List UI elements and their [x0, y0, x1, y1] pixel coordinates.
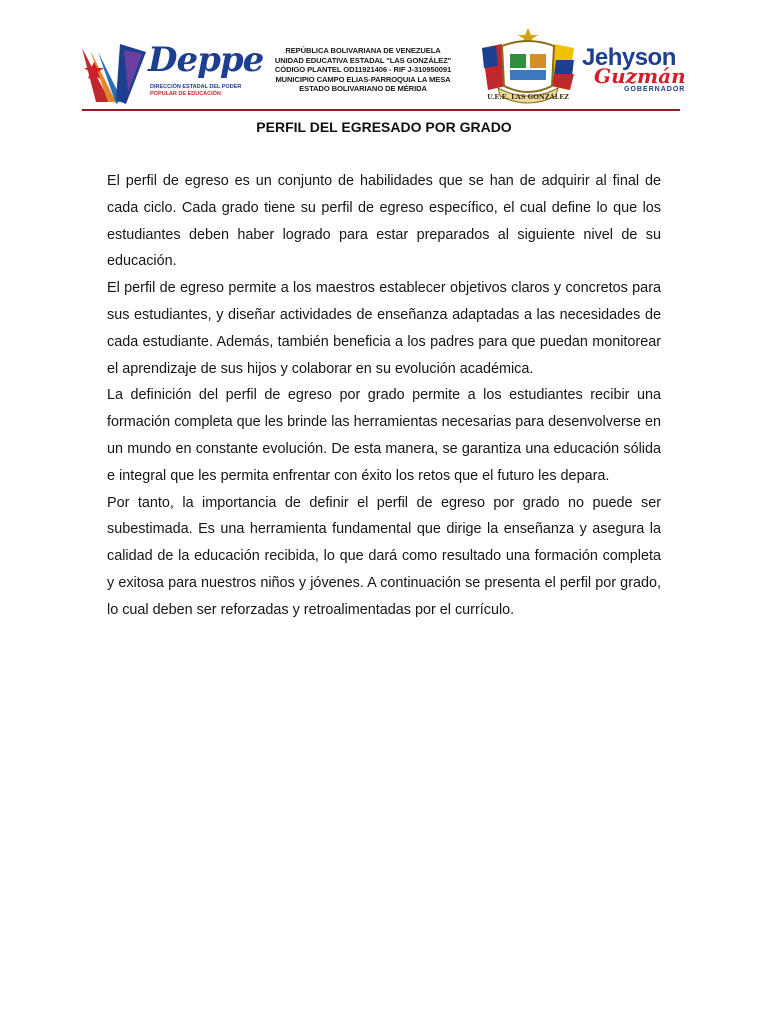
document-title: PERFIL DEL EGRESADO POR GRADO: [256, 119, 512, 135]
institution-line: MUNICIPIO CAMPO ELIAS-PARROQUIA LA MESA: [275, 74, 451, 84]
institution-line: REPÚBLICA BOLIVARIANA DE VENEZUELA: [285, 46, 441, 55]
deppe-subtitle: DIRECCIÓN ESTADAL DEL PODER POPULAR DE EDUCACIÓN: [150, 84, 242, 97]
svg-text:U.E.E. LAS GONZÁLEZ: U.E.E. LAS GONZÁLEZ: [487, 93, 569, 101]
institution-line: UNIDAD EDUCATIVA ESTADAL "LAS GONZÁLEZ": [274, 55, 452, 65]
deppe-logo-icon: [80, 42, 150, 108]
header-divider: [82, 109, 680, 111]
deppe-wordmark: Deppe: [148, 40, 264, 80]
institution-info: [244, 46, 482, 94]
paragraph: El perfil de egreso permite a los maestros establecer objetivos claros y concretos para sus estudiantes, y diseñar actividades de enseñanza adaptadas a las necesidades de cada estudiante. Además, también beneficia a los padres para que puedan monitorear el aprendizaje de sus hijos y colaborar en su evolución académica.: [107, 280, 661, 377]
governor-role: GOBERNADOR: [624, 86, 686, 93]
governor-last-name: Guzmán: [594, 64, 686, 88]
institution-line: CÓDIGO PLANTEL OD11921406 - RIF J-310950091: [274, 65, 452, 75]
paragraph: Por tanto, la importancia de definir el perfil de egreso por grado no puede ser subestimada. Es una herramienta fundamental que dirige la enseñanza y asegura la calidad de la educación recibida, lo que dará como resultado una formación completa y exitosa para nuestros niños y jóvenes. A continuación se presenta el perfil por grado, lo cual deben ser reforzadas y retroalimentadas por el currículo.: [107, 494, 661, 618]
governor-first-name: Jehyson: [582, 44, 676, 71]
governor-logo: [582, 44, 686, 100]
school-seal-icon: [476, 26, 580, 112]
document-body: [107, 168, 661, 624]
deppe-logo: [148, 40, 264, 106]
institution-line: ESTADO BOLIVARIANO DE MÉRIDA: [299, 84, 427, 94]
paragraph: La definición del perfil de egreso por grado permite a los estudiantes recibir una formación completa que les brinde las herramientas necesarias para desenvolverse en un mundo en constante evolución. De esta manera, se garantiza una educación sólida e integral que les permita enfrentar con éxito los retos que el futuro les depara.: [107, 387, 661, 484]
letterhead: [80, 38, 686, 110]
paragraph: El perfil de egreso es un conjunto de habilidades que se han de adquirir al final de cada ciclo. Cada grado tiene su perfil de egreso específico, el cual define lo que los estudiantes deben haber logrado para estar preparados al siguiente nivel de su educación.: [107, 173, 661, 270]
